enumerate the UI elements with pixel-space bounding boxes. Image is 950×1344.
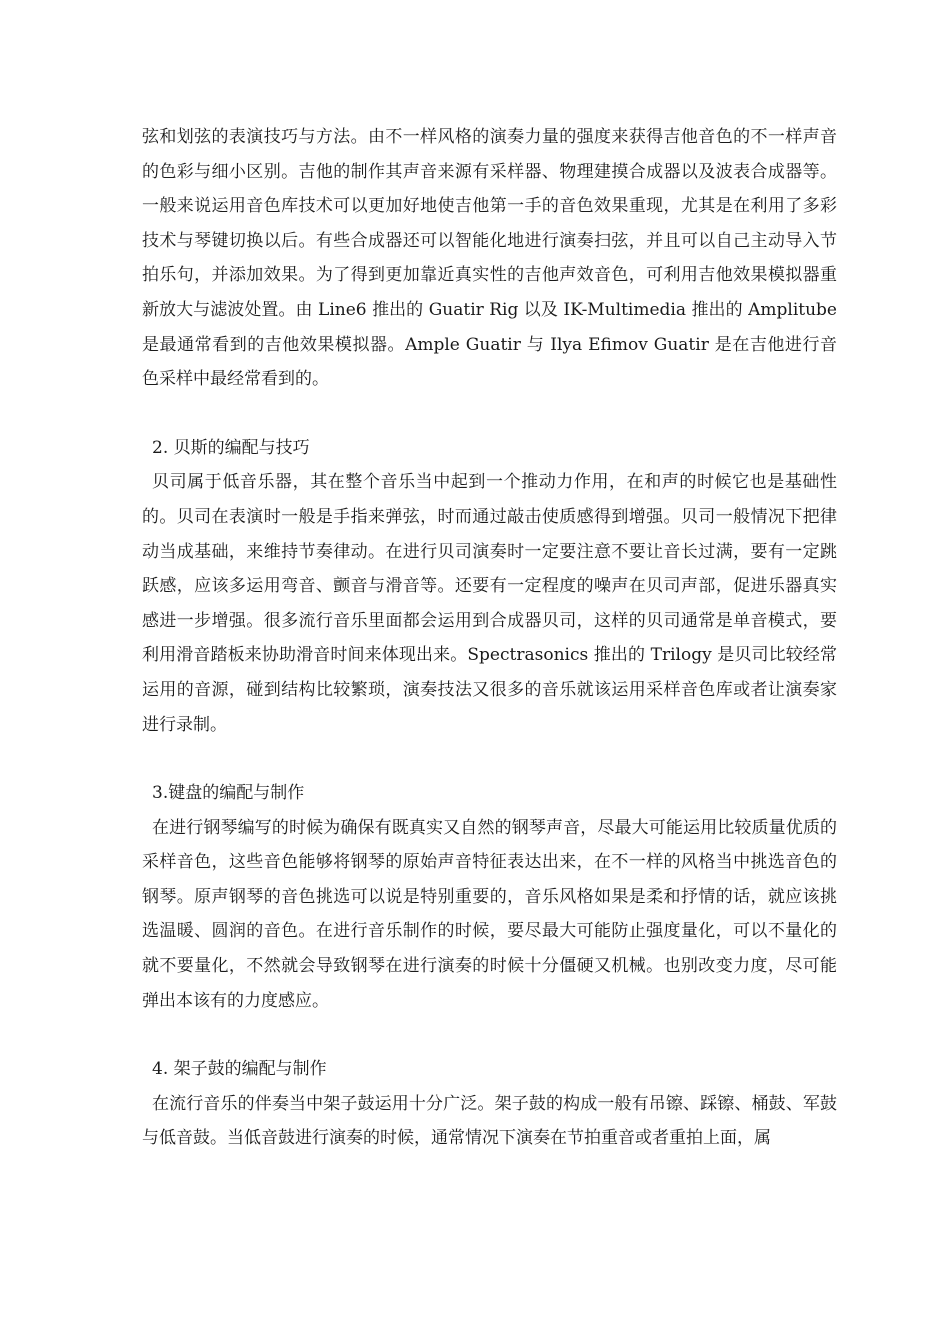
heading-drums: 4. 架子鼓的编配与制作 bbox=[152, 1059, 327, 1080]
section-gap bbox=[142, 742, 837, 776]
paragraph-keyboard: 在进行钢琴编写的时候为确保有既真实又自然的钢琴声音，尽最大可能运用比较质量优质的采样音色，这些音色能够将钢琴的原始声音特征表达出来，在不一样的风格当中挑选音色的钢琴。原声钢琴的音色挑选可以说是特别重要的，音乐风格如果是柔和抒情的话，就应该挑选温暖、圆润的音色。在进行音乐制作的时候，要尽最大可能防止强度量化，可以不量化的就不要量化，不然就会导致钢琴在进行演奏的时候十分僵硬又机械。也别改变力度，尽可能弹出本该有的力度感应。 bbox=[142, 817, 837, 1011]
paragraph-bass: 贝司属于低音乐器，其在整个音乐当中起到一个推动力作用，在和声的时候它也是基础性的。贝司在表演时一般是手指来弹弦，时而通过敲击使质感得到增强。贝司一般情况下把律动当成基础，来维持节奏律动。在进行贝司演奏时一定要注意不要让音长过满，要有一定跳跃感，应该多运用弯音、颤音与滑音等。还要有一定程度的噪声在贝司声部，促进乐器真实感进一步增强。很多流行音乐里面都会运用到合成器贝司，这样的贝司通常是单音模式，要利用滑音踏板来协助滑音时间来体现出来。Spectrasonics 推出的 Trilogy 是贝司比较经常运用的音源，碰到结构比较繁琐，演奏技法又很多的音乐就该运用采样音色库或者让演奏家进行录制。 bbox=[142, 472, 837, 735]
section-gap bbox=[142, 1018, 837, 1052]
paragraph-guitar: 弦和划弦的表演技巧与方法。由不一样风格的演奏力量的强度来获得吉他音色的不一样声音的色彩与细小区别。吉他的制作其声音来源有采样器、物理建摸合成器以及波表合成器等。一般来说运用音色库技术可以更加好地使吉他第一手的音色效果重现，尤其是在利用了多彩技术与琴键切换以后。有些合成器还可以智能化地进行演奏扫弦，并且可以自己主动导入节拍乐句，并添加效果。为了得到更加靠近真实性的吉他声效音色，可利用吉他效果模拟器重新放大与滤波处置。由 Line6 推出的 Guatir Rig 以及 IK-Multimedia 推出的 Amplitube 是最通常看到的吉他效果模拟器。Ample Guatir 与 Ilya Efimov Guatir 是在吉他进行音色采样中最经常看到的。 bbox=[142, 127, 837, 390]
heading-bass: 2. 贝斯的编配与技巧 bbox=[152, 437, 310, 458]
section-gap bbox=[142, 397, 837, 431]
document-page bbox=[142, 120, 837, 1156]
paragraph-drums: 在流行音乐的伴奏当中架子鼓运用十分广泛。架子鼓的构成一般有吊镲、踩镲、桶鼓、军鼓与低音鼓。当低音鼓进行演奏的时候，通常情况下演奏在节拍重音或者重拍上面，属 bbox=[142, 1093, 837, 1149]
heading-keyboard: 3.键盘的编配与制作 bbox=[152, 783, 305, 804]
